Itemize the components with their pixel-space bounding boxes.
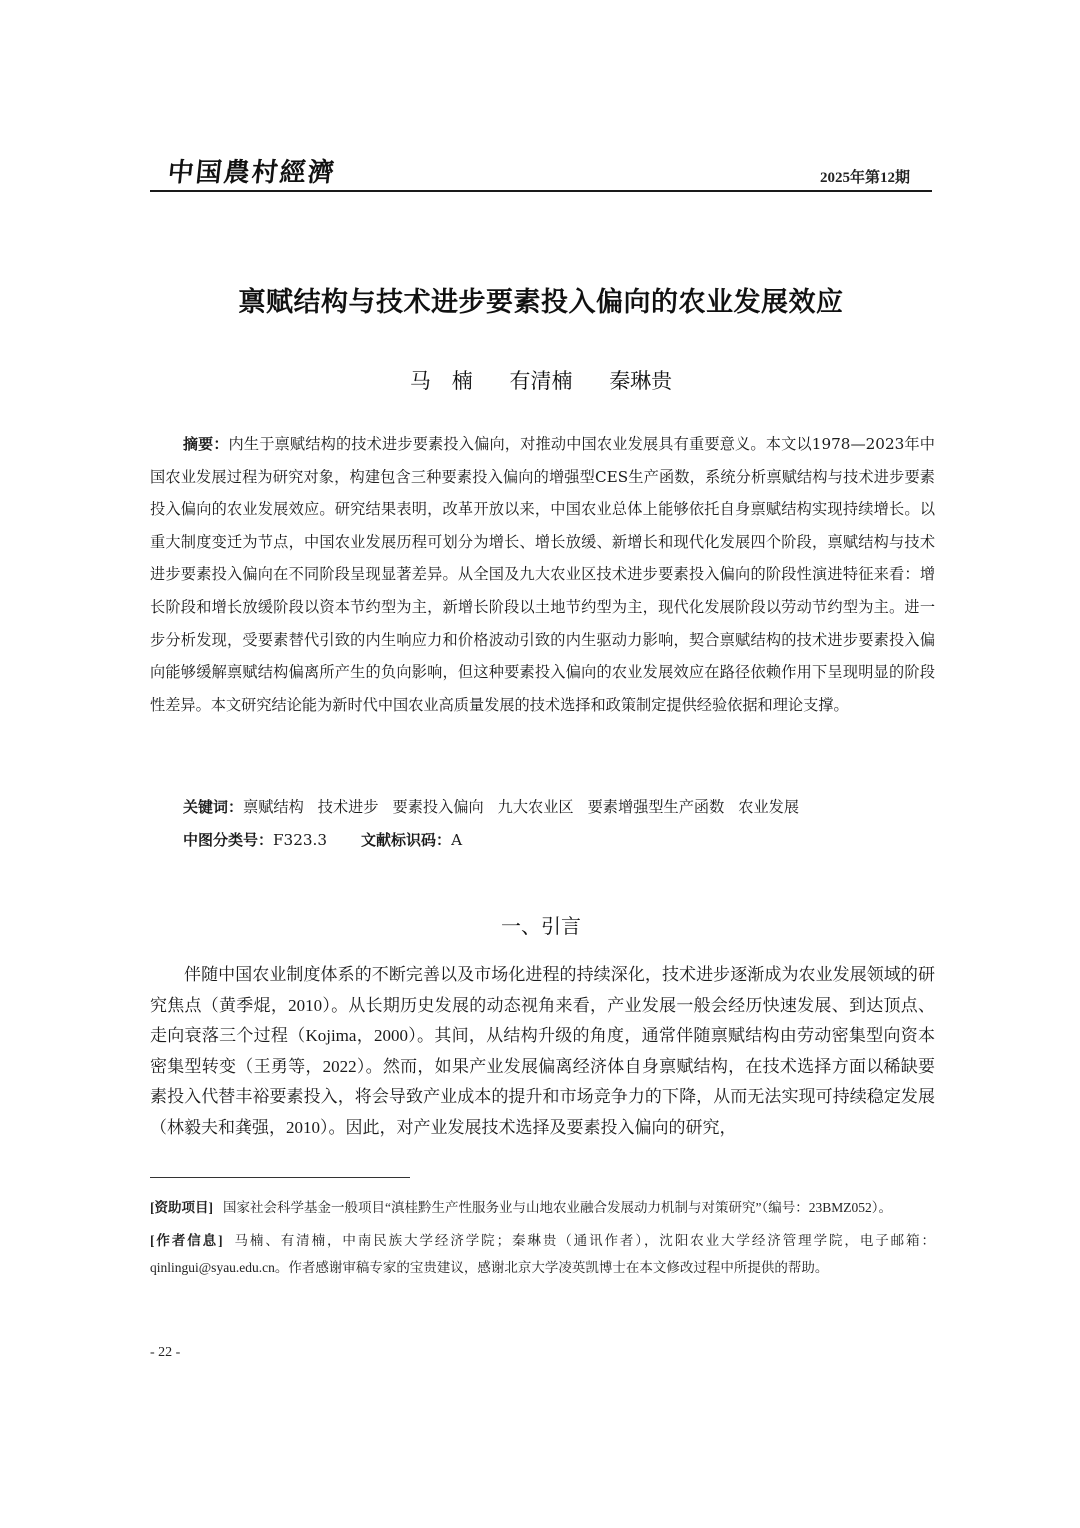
keywords — [183, 796, 813, 817]
journal-logo: 中国農村經濟 — [166, 158, 338, 188]
classification-codes — [183, 829, 462, 850]
footnotes — [150, 1194, 935, 1287]
keyword: 农业发展 — [738, 798, 800, 816]
body-paragraph: 伴随中国农业制度体系的不断完善以及市场化进程的持续深化，技术进步逐渐成为农业发展领域的研究焦点（黄季焜，2010）。从长期历史发展的动态视角来看，产业发展一般会经历快速发展、到达顶点、走向衰落三个过程（Kojima，2000）。其间，从结构升级的角度，通常伴随禀赋结构由劳动密集型向资本密集型转变（王勇等，2022）。然而，如果产业发展偏离经济体自身禀赋结构，在技术选择方面以稀缺要素投入代替丰裕要素投入，将会导致产业成本的提升和市场竞争力的下降，从而无法实现可持续稳定发展（林毅夫和龚强，2010）。因此，对产业发展技术选择及要素投入偏向的研究， — [150, 965, 935, 1137]
author-list — [150, 365, 932, 395]
author-3: 秦琳贵 — [609, 369, 673, 393]
keyword: 禀赋结构 — [243, 798, 304, 816]
funding-text: 国家社会科学基金一般项目“滇桂黔生产性服务业与山地农业融合发展动力机制与对策研究”（编号：23BMZ052）。 — [223, 1200, 892, 1215]
author-info-label: [作者信息] — [150, 1233, 223, 1248]
keyword: 技术进步 — [317, 798, 379, 816]
keyword: 九大农业区 — [497, 798, 574, 816]
funding-label: [资助项目] — [150, 1200, 213, 1215]
doc-code-value: A — [451, 831, 463, 849]
funding-footnote — [150, 1194, 935, 1221]
abstract — [150, 428, 935, 721]
running-header — [150, 148, 932, 192]
doc-code-label: 文献标识码： — [361, 831, 452, 849]
keywords-label: 关键词： — [183, 798, 244, 816]
keyword: 要素增强型生产函数 — [587, 798, 725, 816]
author-info-text: 马楠、有清楠，中南民族大学经济学院；秦琳贵（通讯作者），沈阳农业大学经济管理学院，电子邮箱：qinlingui@syau.edu.cn。作者感谢审稿专家的宝贵建议，感谢北京大学凌英凯博士在本文修改过程中所提供的帮助。 — [150, 1233, 935, 1275]
page-number: - 22 - — [150, 1345, 181, 1360]
section-heading: 一、引言 — [501, 914, 581, 938]
clc-value: F323.3 — [273, 831, 328, 849]
abstract-text: 内生于禀赋结构的技术进步要素投入偏向，对推动中国农业发展具有重要意义。本文以1978—2023年中国农业发展过程为研究对象，构建包含三种要素投入偏向的增强型CES生产函数，系统分析禀赋结构与技术进步要素投入偏向的农业发展效应。研究结果表明，改革开放以来，中国农业总体上能够依托自身禀赋结构实现持续增长。以重大制度变迁为节点，中国农业发展历程可划分为增长、增长放缓、新增长和现代化发展四个阶段，禀赋结构与技术进步要素投入偏向在不同阶段呈现显著差异。从全国及九大农业区技术进步要素投入偏向的阶段性演进特征来看：增长阶段和增长放缓阶段以资本节约型为主，新增长阶段以土地节约型为主，现代化发展阶段以劳动节约型为主。进一步分析发现，受要素替代引致的内生响应力和价格波动引致的内生驱动力影响，契合禀赋结构的技术进步要素投入偏向能够缓解禀赋结构偏离所产生的负向影响，但这种要素投入偏向的农业发展效应在路径依赖作用下呈现明显的阶段性差异。本文研究结论能为新时代中国农业高质量发展的技术选择和政策制定提供经验依据和理论支撑。 — [150, 435, 935, 714]
abstract-label: 摘要： — [183, 435, 229, 453]
author-footnote — [150, 1227, 935, 1281]
clc-label: 中图分类号： — [183, 831, 274, 849]
issue-number: 2025年第12期 — [819, 170, 910, 186]
keyword: 要素投入偏向 — [392, 798, 484, 816]
footnote-divider — [150, 1177, 410, 1178]
article-title: 禀赋结构与技术进步要素投入偏向的农业发展效应 — [238, 287, 844, 318]
author-1: 马 楠 — [409, 369, 473, 393]
author-2: 有清楠 — [509, 369, 573, 393]
